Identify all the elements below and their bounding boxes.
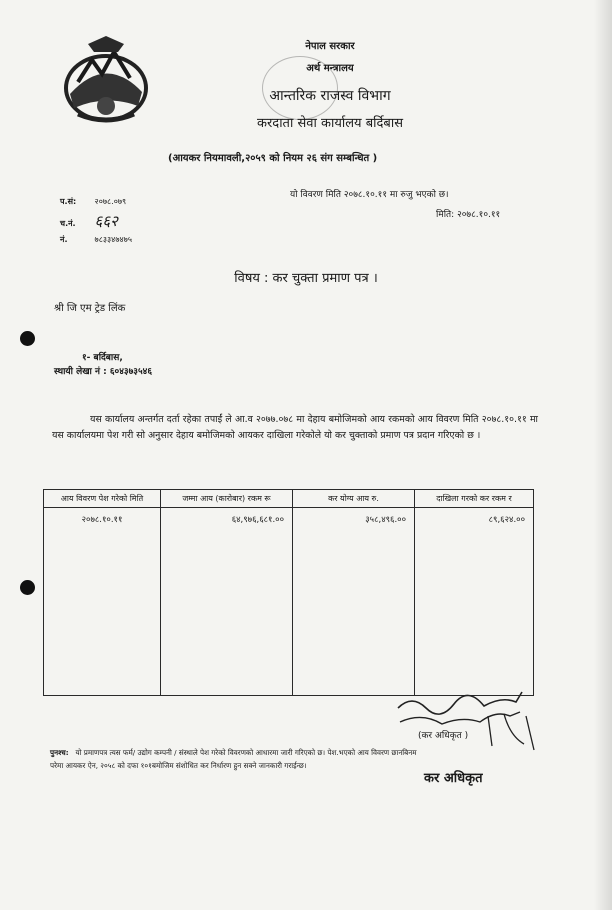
taxpayer-name: श्री जि एम ट्रेड लिंक: [54, 303, 126, 314]
footnote-line-1: [50, 746, 540, 759]
tax-table: [43, 489, 534, 696]
header-taxable-income: कर योग्य आय रु.: [293, 490, 415, 508]
dispatch-label: च.नं.: [60, 219, 76, 228]
pan-row: [60, 234, 132, 245]
department-name: आन्तरिक राजस्व विभाग: [269, 88, 391, 104]
body-paragraph: यस कार्यालय अन्तर्गत दर्ता रहेका तपाईं ले आ.व २०७७.०७८ मा देहाय बमोजिमको आय रकमको आय विवरण मिति २०७८.१०.११ मा यस कार्यालयमा पेश गरी सो अनुसार देहाय बमोजिमको आयकर दाखिला गरेकोले यो कर चुक्ताको प्रमाण पत्र प्रदान गरिएको छ ।: [52, 414, 538, 441]
page-edge-shadow: [594, 0, 612, 910]
ministry-name: अर्थ मन्त्रालय: [306, 63, 354, 74]
tax-officer-title: कर अधिकृत: [424, 771, 483, 786]
punch-hole: [20, 580, 35, 595]
cell-submission-date: २०७८.१०.११: [44, 508, 161, 696]
pan-value: ७८३३४७४७५: [94, 235, 132, 244]
submission-note: यो विवरण मिति २०७८.१०.११ मा रुजु भएको छ।: [290, 190, 449, 200]
header-total-income: जम्मा आय (कारोबार) रकम रू: [161, 490, 293, 508]
taxpayer-address: १- बर्दिबास,: [82, 353, 123, 363]
footnote-label: पुनश्च:: [50, 748, 69, 757]
cell-total-income: ६४,९७६,६८१.००: [161, 508, 293, 696]
rule-reference: (आयकर नियमावली,२०५९ को नियम २६ संग सम्बन्धित ): [168, 153, 378, 164]
footnote-text-2: परेमा आयकर ऐन, २०५८ को दफा १०१बमोजिम संशोधित कर निर्धारण हुन सक्ने जानकारी गराईन्छ।: [50, 761, 307, 770]
government-name: नेपाल सरकार: [305, 41, 355, 52]
punch-hole: [20, 331, 35, 346]
office-name: करदाता सेवा कार्यालय बर्दिबास: [256, 116, 403, 131]
subject-line: विषय : कर चुक्ता प्रमाण पत्र ।: [234, 271, 378, 286]
fiscal-year-row: [60, 196, 126, 207]
table-header-row: [44, 490, 534, 508]
dispatch-row: [60, 211, 118, 231]
header-tax-paid: दाखिला गरको कर रकम र: [415, 490, 534, 508]
pan-label: नं.: [60, 235, 68, 244]
permanent-account-number: स्थायी लेखा नं : ६०४३७३५४६: [54, 367, 152, 377]
cell-tax-paid: ८९,६२४.००: [415, 508, 534, 696]
cell-taxable-income: ३५८,४९६.००: [293, 508, 415, 696]
table-row: [44, 508, 534, 696]
nepal-emblem-icon: [58, 34, 154, 126]
fiscal-year-value: २०७८.०७९: [94, 197, 127, 206]
footnote-text-1: यो प्रमाणपत्र त्यस फर्म/ उद्योग कम्पनी / संस्थाले पेश गरेको विवरणको आधारमा जारी गरिएको छ। पेश.भएको आय विवरण छानबिनम: [75, 748, 417, 757]
dispatch-number: ६६२: [94, 212, 118, 230]
fiscal-year-label: प.सं:: [60, 197, 77, 206]
header-submission-date: आय विवरण पेश गरेको मिति: [44, 490, 161, 508]
signature-caption: (कर अधिकृत ): [418, 731, 469, 741]
issue-date: मिति: २०७८.१०.११: [436, 210, 501, 220]
